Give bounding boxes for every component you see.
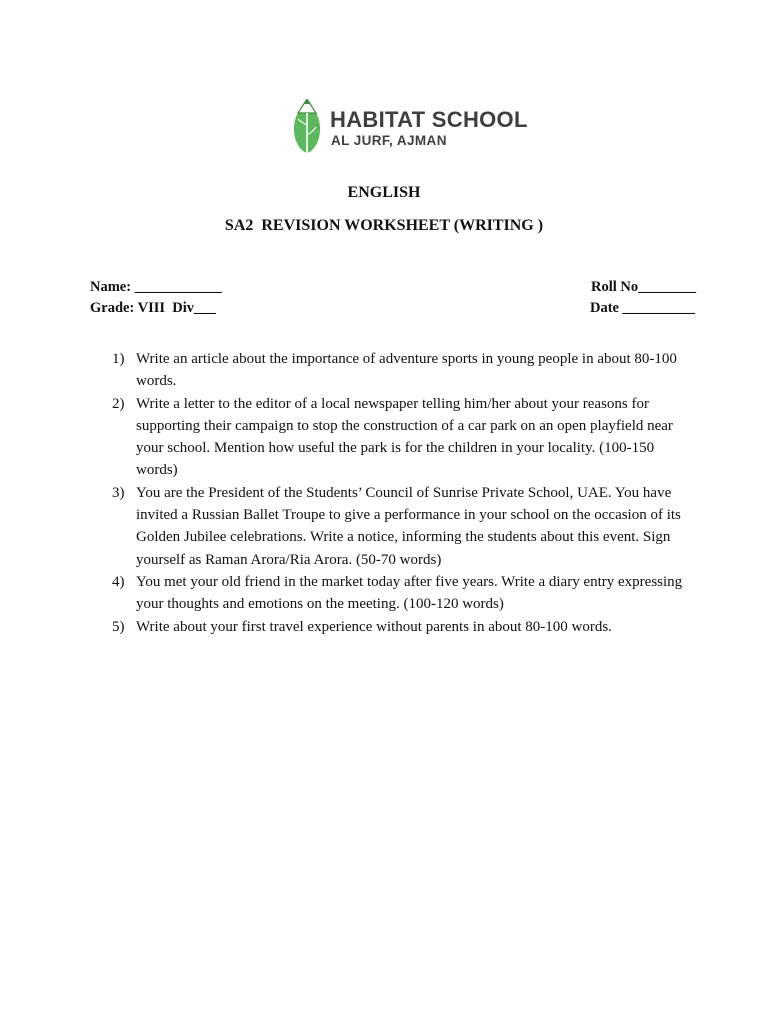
question-number: 2): [112, 395, 125, 412]
grade-field: Grade: VIII Div___: [90, 300, 216, 316]
question-text: You are the President of the Students’ Council of Sunrise Private School, UAE. You have invited a Russian Ballet Troupe to give a performance in your school on the occasion of its Golden Jubilee celebrations. Write a notice, informing the students about this event. Sign yourself as Raman Arora/Ria Arora. (50-70 words): [136, 484, 681, 568]
question-number: 1): [112, 351, 125, 367]
roll-no-field: Roll No________: [591, 279, 697, 295]
question-item: [112, 571, 692, 616]
question-item: [112, 393, 692, 482]
question-number: 3): [112, 484, 125, 501]
question-text: You met your old friend in the market today after five years. Write a diary entry expressing your thoughts and emotions on the meeting. (100-120 words): [136, 573, 683, 613]
question-number: 5): [112, 618, 125, 635]
subject-heading: ENGLISH: [347, 184, 421, 201]
question-item: [112, 482, 692, 571]
question-number: 4): [112, 573, 125, 590]
question-text: Write an article about the importance of adventure sports in young people in about 80-100 words.: [136, 351, 677, 390]
worksheet-title: SA2 REVISION WORKSHEET (WRITING ): [224, 217, 544, 234]
question-text: Write a letter to the editor of a local newspaper telling him/her about your reasons for supporting their campaign to stop the construction of a car park on an open playfield near your school. Mention how useful the park is for the children in your locality. (100-150 words): [136, 395, 673, 479]
question-list: [112, 348, 692, 638]
question-item: [112, 348, 692, 393]
pencil-leaf-icon: [292, 99, 322, 153]
school-name: HABITAT SCHOOL: [330, 107, 528, 132]
date-field: Date __________: [590, 300, 696, 316]
name-field: Name: ____________: [90, 279, 222, 295]
question-text: Write about your first travel experience without parents in about 80-100 words.: [136, 618, 612, 635]
school-location: AL JURF, AJMAN: [331, 133, 447, 148]
question-item: [112, 616, 692, 638]
school-logo: [292, 97, 528, 155]
